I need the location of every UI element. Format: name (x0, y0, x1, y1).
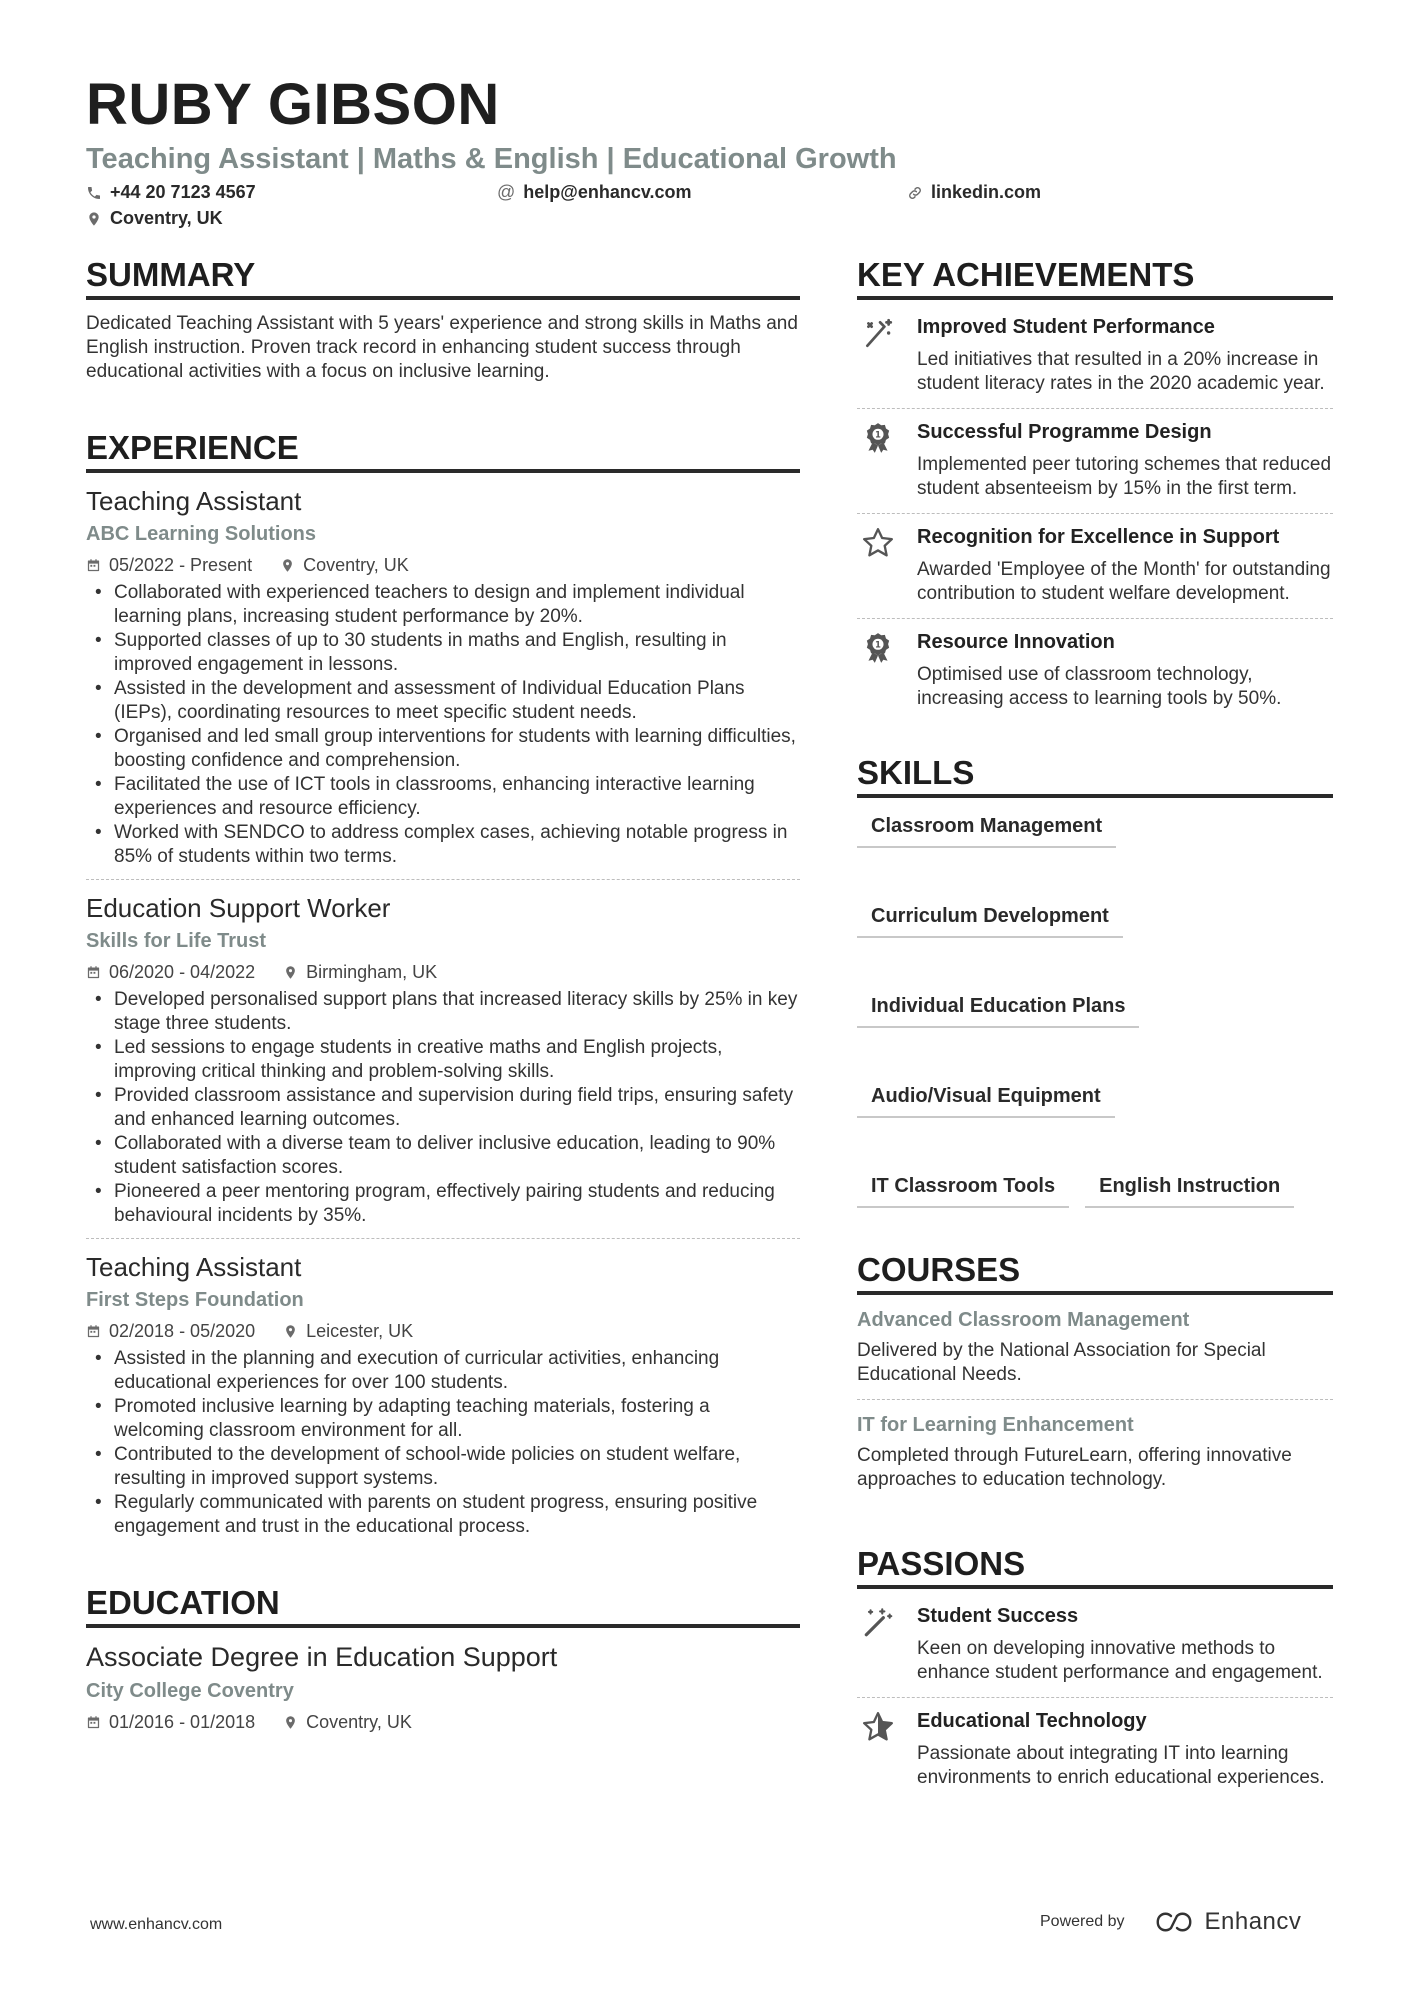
course-desc: Completed through FutureLearn, offering innovative approaches to education technology. (857, 1445, 1292, 1490)
phone-text: +44 20 7123 4567 (110, 182, 256, 202)
resume-header (86, 72, 1336, 234)
degree-title: Associate Degree in Education Support (86, 1642, 558, 1672)
job-meta (86, 1319, 800, 1343)
achievement-desc: Implemented peer tutoring schemes that reduced student absenteeism by 15% in the first term. (917, 454, 1332, 499)
passion-item (857, 1593, 1333, 1698)
location-text: Coventry, UK (110, 208, 223, 228)
skill-tag: Individual Education Plans (857, 990, 1139, 1028)
location-pin-icon (86, 211, 102, 227)
job-company: ABC Learning Solutions (86, 523, 316, 545)
star-outline-icon (861, 526, 895, 560)
candidate-subtitle: Teaching Assistant | Maths & English | Educational Growth (86, 143, 897, 175)
skills-heading: SKILLS (857, 753, 1333, 798)
skill-tag: IT Classroom Tools (857, 1170, 1069, 1208)
bullet-item: • Contributed to the development of school-wide policies on student welfare, resulting in improved support systems. (86, 1443, 800, 1491)
calendar-icon (86, 965, 101, 980)
summary-heading: SUMMARY (86, 255, 800, 300)
location-pin-icon (280, 558, 295, 573)
education-dates-text: 01/2016 - 01/2018 (109, 1712, 256, 1732)
bullet-item: • Supported classes of up to 30 students in maths and English, resulting in improved engagement in lessons. (86, 629, 800, 677)
education-meta (86, 1710, 800, 1734)
calendar-icon (86, 1324, 101, 1339)
achievement-item (857, 409, 1333, 514)
job-title: Teaching Assistant (86, 486, 302, 516)
job-company: Skills for Life Trust (86, 930, 267, 952)
skill-tag: Curriculum Development (857, 900, 1123, 938)
education-dates (86, 1710, 255, 1734)
job-entry (86, 1251, 800, 1549)
passion-desc: Passionate about integrating IT into learning environments to enrich educational experiences. (917, 1743, 1325, 1788)
magic-wand-icon (861, 316, 895, 350)
job-dates-text: 06/2020 - 04/2022 (109, 962, 256, 982)
right-column (857, 255, 1333, 1802)
achievement-item (857, 619, 1333, 723)
bullet-item: • Assisted in the planning and execution of curricular activities, enhancing educational experiences for over 100 students. (86, 1347, 800, 1395)
achievement-title: Resource Innovation (917, 631, 1115, 653)
at-icon: @ (497, 182, 516, 202)
job-entry (86, 892, 800, 1239)
calendar-icon (86, 558, 101, 573)
course-item (857, 1307, 1333, 1400)
school-name: City College Coventry (86, 1680, 294, 1702)
achievement-item (857, 304, 1333, 409)
course-item (857, 1412, 1333, 1504)
phone-icon (86, 185, 102, 201)
job-dates (86, 960, 255, 984)
achievement-title: Improved Student Performance (917, 316, 1215, 338)
bullet-item: • Organised and led small group interventions for students with learning difficulties, boosting confidence and comprehension. (86, 725, 800, 773)
skills-list (857, 810, 1333, 1208)
job-location-text: Birmingham, UK (306, 962, 438, 982)
link-icon (907, 185, 923, 201)
magic-wand-icon (861, 1605, 895, 1639)
bullet-item: • Led sessions to engage students in creative maths and English projects, improving critical thinking and problem-solving skills. (86, 1036, 800, 1084)
courses-heading: COURSES (857, 1250, 1333, 1295)
bullet-item: • Assisted in the development and assessment of Individual Education Plans (IEPs), coordinating resources to meet specific student needs. (86, 677, 800, 725)
skill-tag: English Instruction (1085, 1170, 1294, 1208)
contact-linkedin[interactable] (907, 182, 1041, 203)
job-company: First Steps Foundation (86, 1289, 304, 1311)
experience-heading: EXPERIENCE (86, 428, 800, 473)
bullet-item: • Provided classroom assistance and supervision during field trips, ensuring safety and enhanced learning outcomes. (86, 1084, 800, 1132)
star-half-icon (861, 1710, 895, 1744)
job-dates-text: 05/2022 - Present (109, 555, 253, 575)
job-location (283, 960, 437, 984)
enhancv-logo-icon (1151, 1910, 1197, 1934)
contact-info (86, 178, 1336, 234)
bullet-item: • Facilitated the use of ICT tools in classrooms, enhancing interactive learning experiences and resource efficiency. (86, 773, 800, 821)
award-badge-icon (861, 631, 895, 665)
footer-branding (1040, 1908, 1301, 1936)
achievement-title: Recognition for Excellence in Support (917, 526, 1280, 548)
achievement-desc: Optimised use of classroom technology, increasing access to learning tools by 50%. (917, 664, 1282, 709)
contact-location (86, 208, 223, 229)
bullet-item: • Pioneered a peer mentoring program, effectively pairing students and reducing behavioural incidents by 35%. (86, 1180, 800, 1228)
achievement-title: Successful Programme Design (917, 421, 1212, 443)
job-location (283, 1319, 413, 1343)
job-bullets (86, 581, 800, 869)
job-dates (86, 553, 252, 577)
brand-name: Enhancv (1204, 1908, 1302, 1935)
job-dates-text: 02/2018 - 05/2020 (109, 1321, 256, 1341)
bullet-item: • Collaborated with a diverse team to deliver inclusive education, leading to 90% student satisfaction scores. (86, 1132, 800, 1180)
bullet-item: • Regularly communicated with parents on student progress, ensuring positive engagement and trust in the educational process. (86, 1491, 800, 1539)
achievement-desc: Awarded 'Employee of the Month' for outstanding contribution to student welfare development. (917, 559, 1331, 604)
location-pin-icon (283, 1715, 298, 1730)
bullet-item: • Developed personalised support plans that increased literacy skills by 25% in key stage three students. (86, 988, 800, 1036)
job-dates (86, 1319, 255, 1343)
location-pin-icon (283, 1324, 298, 1339)
footer-website[interactable]: www.enhancv.com (90, 1916, 223, 1933)
achievement-item (857, 514, 1333, 619)
bullet-item: • Collaborated with experienced teachers to design and implement individual learning plans, increasing student performance by 20%. (86, 581, 800, 629)
svg-text:1: 1 (875, 430, 881, 441)
skill-tag: Classroom Management (857, 810, 1116, 848)
passion-title: Educational Technology (917, 1710, 1147, 1732)
course-title: IT for Learning Enhancement (857, 1414, 1134, 1436)
job-entry (86, 485, 800, 880)
education-heading: EDUCATION (86, 1583, 800, 1628)
enhancv-logo[interactable] (1151, 1908, 1302, 1936)
job-bullets (86, 1347, 800, 1539)
job-location-text: Leicester, UK (306, 1321, 414, 1341)
course-desc: Delivered by the National Association for Special Educational Needs. (857, 1340, 1266, 1385)
powered-by-text: Powered by (1040, 1913, 1125, 1930)
passion-title: Student Success (917, 1605, 1079, 1627)
passion-item (857, 1698, 1333, 1802)
achievements-heading: KEY ACHIEVEMENTS (857, 255, 1333, 300)
bullet-item: • Worked with SENDCO to address complex cases, achieving notable progress in 85% of students within two terms. (86, 821, 800, 869)
job-meta (86, 960, 800, 984)
education-location-text: Coventry, UK (306, 1712, 412, 1732)
skill-tag: Audio/Visual Equipment (857, 1080, 1115, 1118)
job-meta (86, 553, 800, 577)
bullet-item: • Promoted inclusive learning by adapting teaching materials, fostering a welcoming classroom environment for all. (86, 1395, 800, 1443)
passion-desc: Keen on developing innovative methods to enhance student performance and engagement. (917, 1638, 1323, 1683)
location-pin-icon (283, 965, 298, 980)
job-location-text: Coventry, UK (303, 555, 409, 575)
left-column (86, 255, 800, 1734)
candidate-name: RUBY GIBSON (86, 72, 500, 137)
job-bullets (86, 988, 800, 1228)
job-title: Teaching Assistant (86, 1252, 302, 1282)
linkedin-text[interactable]: linkedin.com (931, 182, 1042, 202)
award-badge-icon (861, 421, 895, 455)
calendar-icon (86, 1715, 101, 1730)
passions-heading: PASSIONS (857, 1544, 1333, 1589)
contact-phone (86, 182, 256, 203)
svg-text:1: 1 (875, 640, 881, 651)
job-location (280, 553, 409, 577)
job-title: Education Support Worker (86, 893, 391, 923)
contact-email[interactable] (497, 182, 692, 203)
course-title: Advanced Classroom Management (857, 1309, 1190, 1331)
education-location (283, 1710, 412, 1734)
summary-text: Dedicated Teaching Assistant with 5 years' experience and strong skills in Maths and English instruction. Proven track record in enhancing student success through educational activities with a focus on inclusive learning. (86, 313, 798, 382)
achievement-desc: Led initiatives that resulted in a 20% increase in student literacy rates in the 2020 academic year. (917, 349, 1325, 394)
email-text[interactable]: help@enhancv.com (523, 182, 692, 202)
